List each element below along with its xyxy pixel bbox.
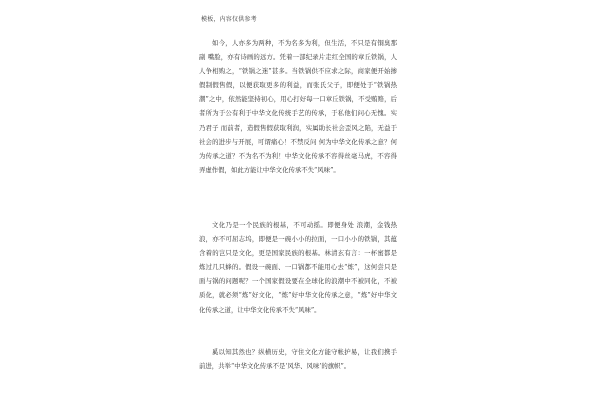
paragraph-2: 文化乃是一个民族的根基，不可动摇。即便身处 浪潮，金钱热浪，亦不可屈志坞，即便是一碗小小的拉面，一口小小的铁锅，其蕴含着的岂只是文化，更是国家民族的根基。林清玄有言：一杯蜜都是炼过几只蜂的。假设一碗面、一口锅都不能用心去“炼”，这何尝只是面与锅的问题呢？一个国家假设要在全球化的浪潮中不被同化，不被质化，就必须“炼”好文化，“炼”好中华文化传承之意，“炼”好中华文化传承之道，让中华文化传承不失“风味”。 xyxy=(199,221,397,314)
paragraph-3: 奚以知其然也？纵横历史，守住文化方能守帐护易，让我们携手前进，共举“中华文化传承不是‘风华、风味’的旗帜”。 xyxy=(199,348,397,371)
header-note: 模板，内容仅供参考 xyxy=(201,16,257,23)
paragraph-1: 如今，人亦多为两种，不为名多为利，但生活，不只是有铜臭那副 嘴脸，亦有诗画的远方。凭着一部纪录片走红全国的章丘铁锅，人人争相购之，“铁锅之迷”甚多。当铁锅供不应求之际，商家便开始掺假制假售假，以便获取更多的利益，而张氏父子，即便处于“铁锅热潮”之中，依然能坚持初心，用心打好每一口章丘铁锅，不受贿赂，后者所为于公有利于中华文化传统手艺的传承，于私他们问心无愧。实乃君子 而前者，造假售假获取利润，实属助长社会歪风之陷，无益于社会的进步与开展，可谓痛心！不禁反问 何为中华文化传承之意？何为传承之道？不为名不为利！中华文化传承不容得丝毫马虎，不容得弄虚作假，如此方能让中华文化传承不失“风味”。 xyxy=(199,39,397,174)
